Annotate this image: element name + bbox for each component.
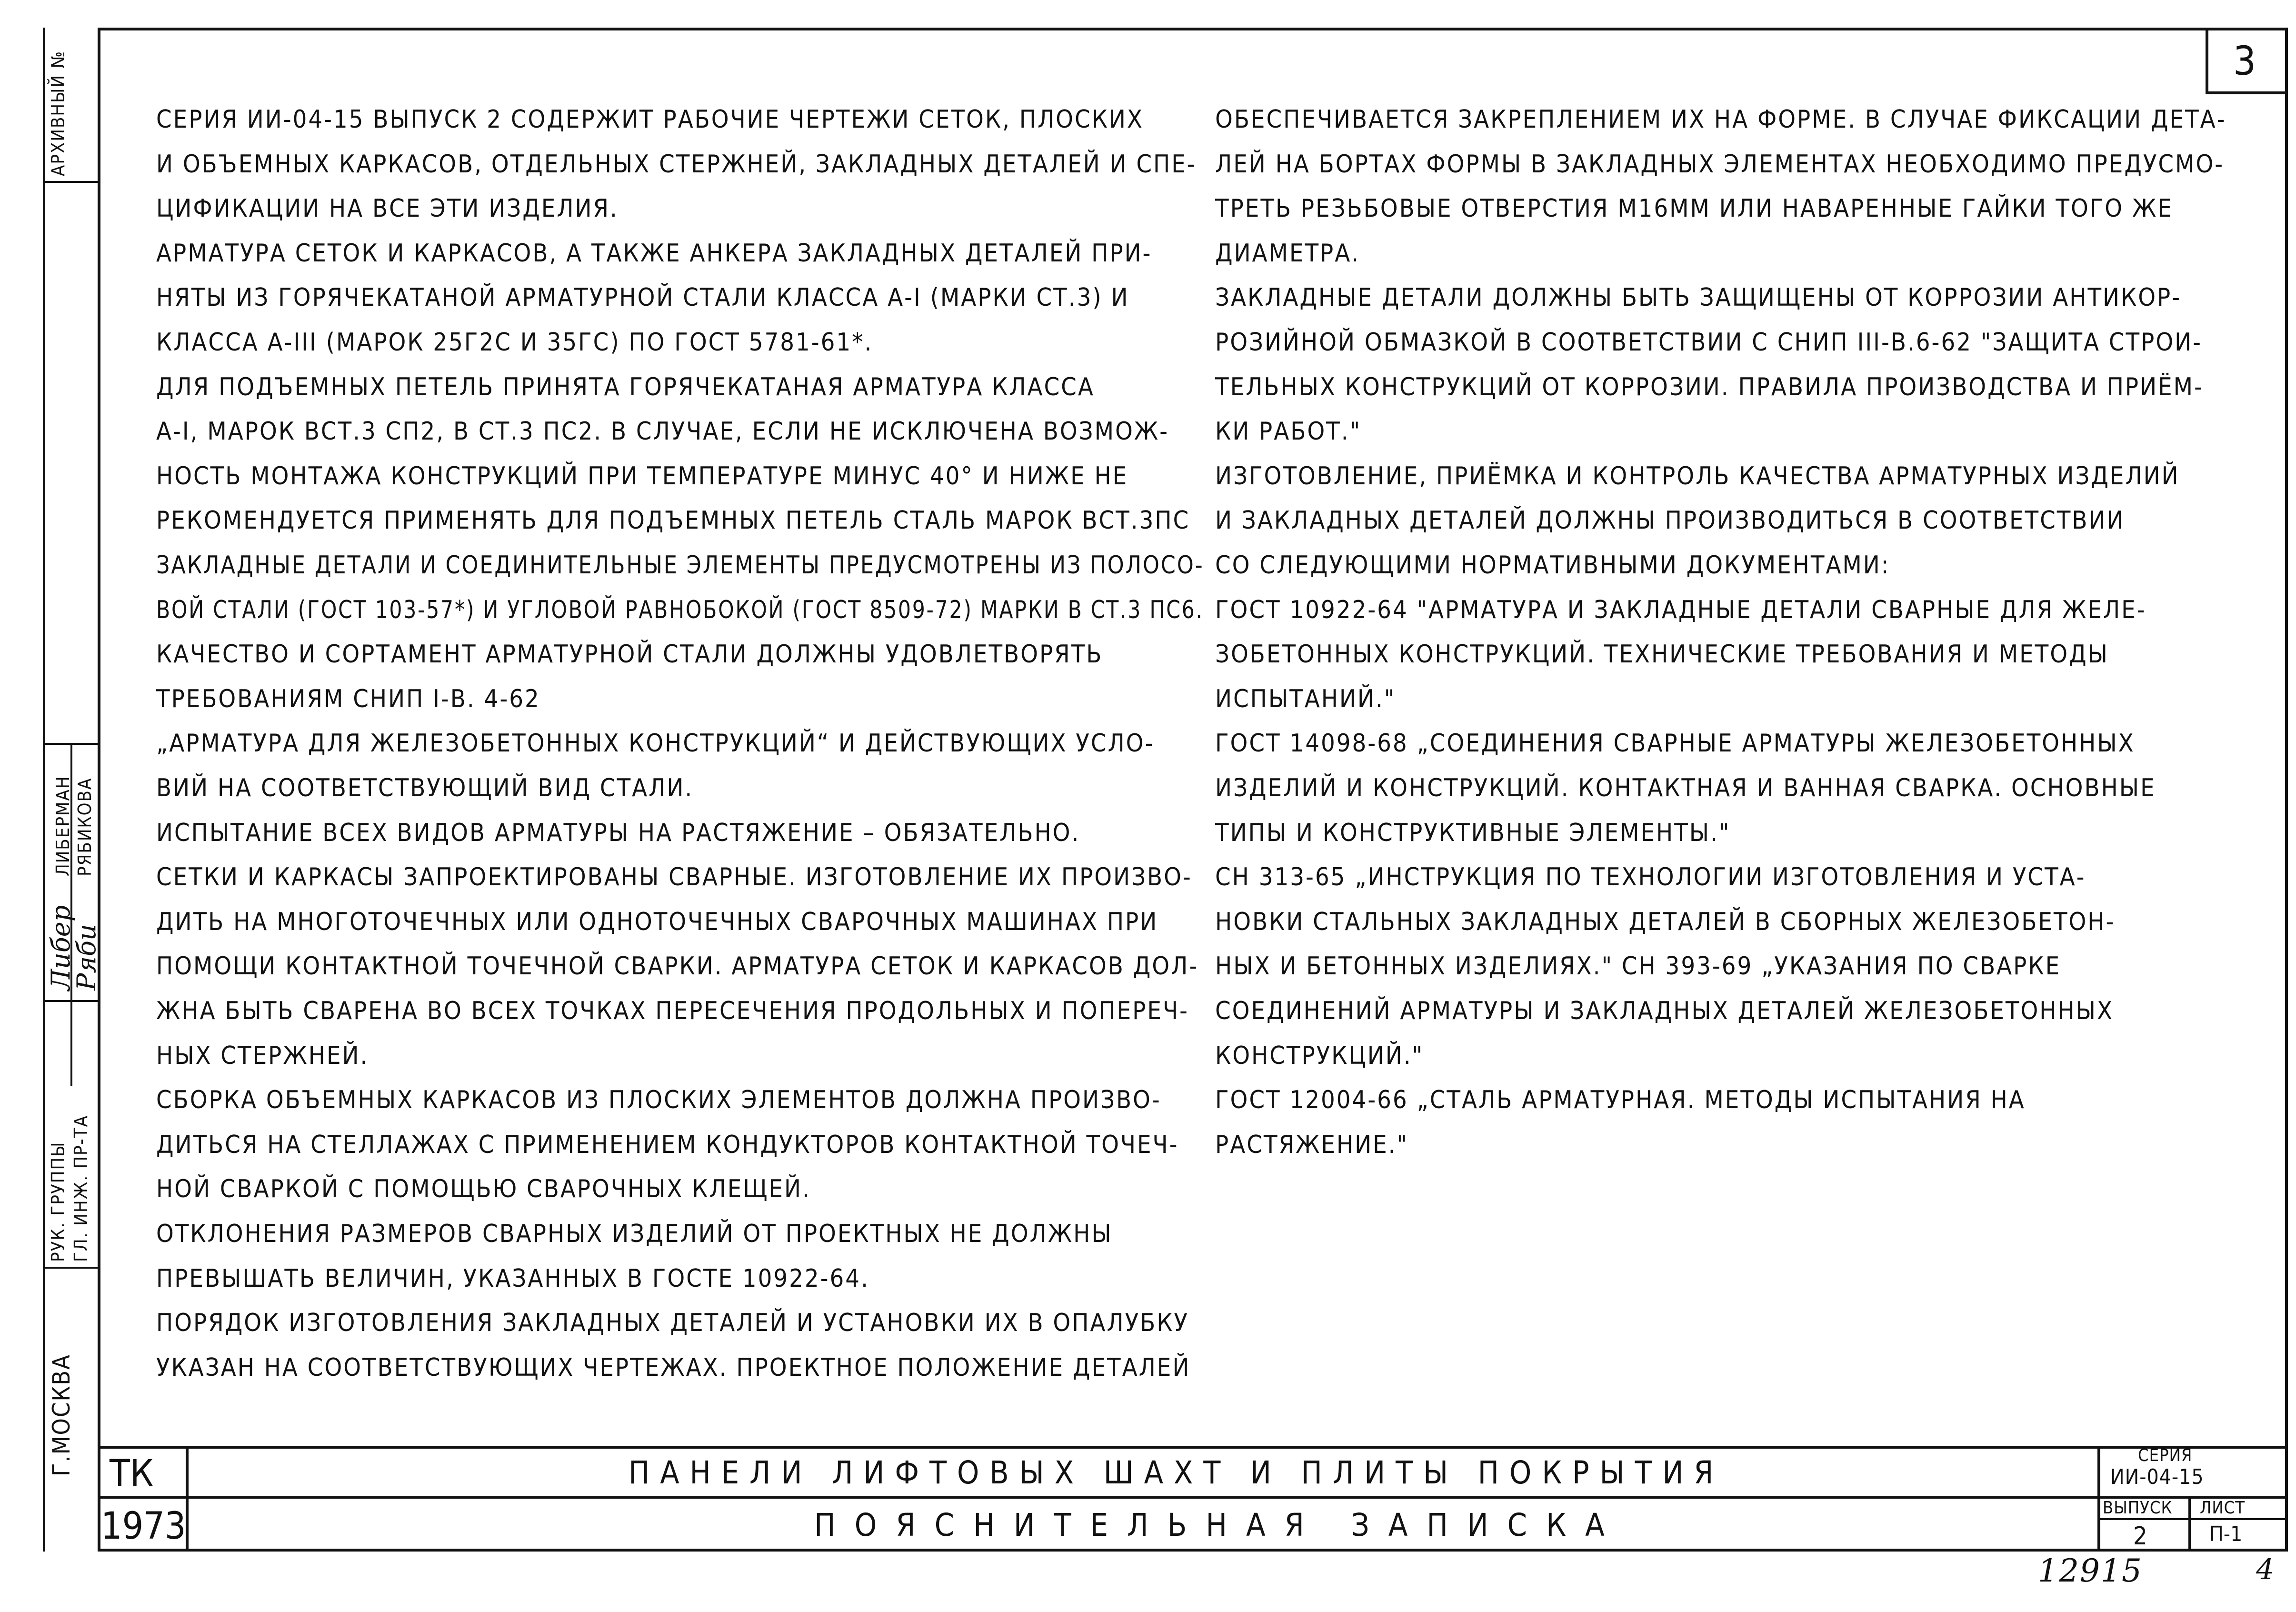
text-line: СЕРИЯ ИИ-04-15 ВЫПУСК 2 СОДЕРЖИТ РАБОЧИЕ ЧЕРТЕЖИ СЕТОК, ПЛОСКИХ: [156, 105, 1144, 134]
title-block-org-divider: [186, 1446, 189, 1552]
text-line: КАЧЕСТВО И СОРТАМЕНТ АРМАТУРНОЙ СТАЛИ ДОЛЖНЫ УДОВЛЕТВОРЯТЬ: [156, 640, 1103, 669]
text-line: УКАЗАН НА СООТВЕТСТВУЮЩИХ ЧЕРТЕЖАХ. ПРОЕКТНОЕ ПОЛОЖЕНИЕ ДЕТАЛЕЙ: [156, 1353, 1191, 1382]
text-line: „АРМАТУРА ДЛЯ ЖЕЛЕЗОБЕТОННЫХ КОНСТРУКЦИЙ“ И ДЕЙСТВУЮЩИХ УСЛО-: [156, 729, 1155, 758]
organization-code: ТК: [110, 1452, 154, 1495]
text-line: НОВКИ СТАЛЬНЫХ ЗАКЛАДНЫХ ДЕТАЛЕЙ В СБОРНЫХ ЖЕЛЕЗОБЕТОН-: [1215, 907, 2116, 936]
margin-signature-divider-mid: [43, 1000, 100, 1002]
sheet-title: ПОЯСНИТЕЛЬНАЯ ЗАПИСКА: [814, 1507, 1624, 1543]
text-line: ОТКЛОНЕНИЯ РАЗМЕРОВ СВАРНЫХ ИЗДЕЛИЙ ОТ ПРОЕКТНЫХ НЕ ДОЛЖНЫ: [156, 1220, 1113, 1248]
text-line: СОЕДИНЕНИЙ АРМАТУРЫ И ЗАКЛАДНЫХ ДЕТАЛЕЙ ЖЕЛЕЗОБЕТОННЫХ: [1215, 997, 2114, 1025]
title-block-middle-line: [98, 1496, 2288, 1499]
text-line: ДЛЯ ПОДЪЕМНЫХ ПЕТЕЛЬ ПРИНЯТА ГОРЯЧЕКАТАНАЯ АРМАТУРА КЛАССА: [156, 372, 1095, 401]
text-line: ГОСТ 14098-68 „СОЕДИНЕНИЯ СВАРНЫЕ АРМАТУРЫ ЖЕЛЕЗОБЕТОННЫХ: [1215, 729, 2135, 758]
text-line: ПРЕВЫШАТЬ ВЕЛИЧИН, УКАЗАННЫХ В ГОСТЕ 10922-64.: [156, 1264, 869, 1293]
text-line: ГОСТ 12004-66 „СТАЛЬ АРМАТУРНАЯ. МЕТОДЫ ИСПЫТАНИЯ НА: [1215, 1086, 2026, 1115]
margin-role-1: РУК. ГРУППЫ: [48, 1141, 69, 1262]
drawing-year: 1973: [101, 1505, 186, 1548]
text-line: И ОБЪЕМНЫХ КАРКАСОВ, ОТДЕЛЬНЫХ СТЕРЖНЕЙ, ЗАКЛАДНЫХ ДЕТАЛЕЙ И СПЕ-: [156, 150, 1197, 179]
text-line: НЫХ СТЕРЖНЕЙ.: [156, 1041, 369, 1070]
text-line: РЕКОМЕНДУЕТСЯ ПРИМЕНЯТЬ ДЛЯ ПОДЪЕМНЫХ ПЕТЕЛЬ СТАЛЬ МАРОК ВСТ.3ПС: [156, 506, 1190, 535]
text-line: НОСТЬ МОНТАЖА КОНСТРУКЦИЙ ПРИ ТЕМПЕРАТУРЕ МИНУС 40° И НИЖЕ НЕ: [156, 461, 1128, 491]
text-line: ЛЕЙ НА БОРТАХ ФОРМЫ В ЗАКЛАДНЫХ ЭЛЕМЕНТАХ НЕОБХОДИМО ПРЕДУСМО-: [1215, 150, 2225, 179]
page-mark: 4: [2256, 1553, 2276, 1586]
text-line: ЗОБЕТОННЫХ КОНСТРУКЦИЙ. ТЕХНИЧЕСКИЕ ТРЕБОВАНИЯ И МЕТОДЫ: [1215, 640, 2109, 669]
text-line: СО СЛЕДУЮЩИМИ НОРМАТИВНЫМИ ДОКУМЕНТАМИ:: [1215, 551, 1890, 580]
text-line: ВИЙ НА СООТВЕТСТВУЮЩИЙ ВИД СТАЛИ.: [156, 774, 694, 802]
frame-top-border: [98, 28, 2288, 30]
text-line: ИСПЫТАНИЙ.": [1215, 684, 1396, 713]
margin-name-2: ЛИБЕРМАН: [52, 775, 73, 876]
text-line: СЕТКИ И КАРКАСЫ ЗАПРОЕКТИРОВАНЫ СВАРНЫЕ. ИЗГОТОВЛЕНИЕ ИХ ПРОИЗВО-: [156, 863, 1192, 892]
title-block-series-divider: [2097, 1446, 2100, 1552]
text-line: ИСПЫТАНИЕ ВСЕХ ВИДОВ АРМАТУРЫ НА РАСТЯЖЕНИЕ – ОБЯЗАТЕЛЬНО.: [156, 818, 1080, 847]
series-value: ИИ-04-15: [2110, 1465, 2204, 1489]
text-line: ЗАКЛАДНЫЕ ДЕТАЛИ ДОЛЖНЫ БЫТЬ ЗАЩИЩЕНЫ ОТ КОРРОЗИИ АНТИКОР-: [1215, 283, 2182, 312]
frame-right-border: [2285, 28, 2288, 1552]
sheet-number-box-left: [2206, 28, 2208, 94]
frame-left-border: [98, 28, 100, 1552]
text-line: ПОРЯДОК ИЗГОТОВЛЕНИЯ ЗАКЛАДНЫХ ДЕТАЛЕЙ И УСТАНОВКИ ИХ В ОПАЛУБКУ: [156, 1309, 1189, 1338]
series-label: СЕРИЯ: [2138, 1446, 2193, 1465]
margin-signature-divider-bottom: [43, 1267, 100, 1269]
margin-name-1: РЯБИКОВА: [74, 777, 95, 876]
title-block-top-line: [98, 1446, 2288, 1449]
text-line: ВОЙ СТАЛИ (ГОСТ 103-57*) И УГЛОВОЙ РАВНОБОКОЙ (ГОСТ 8509-72) МАРКИ В СТ.3 ПС6.: [156, 595, 1204, 624]
text-line: А-I, МАРОК ВСТ.3 СП2, В СТ.3 ПС2. В СЛУЧАЕ, ЕСЛИ НЕ ИСКЛЮЧЕНА ВОЗМОЖ-: [156, 417, 1169, 446]
title-block-series-underline: [2097, 1518, 2288, 1520]
text-line: И ЗАКЛАДНЫХ ДЕТАЛЕЙ ДОЛЖНЫ ПРОИЗВОДИТЬСЯ В СООТВЕТСТВИИ: [1215, 506, 2125, 535]
margin-signature-2: Либер: [46, 905, 76, 991]
text-line: НОЙ СВАРКОЙ С ПОМОЩЬЮ СВАРОЧНЫХ КЛЕЩЕЙ.: [156, 1175, 811, 1204]
text-line: ТЕЛЬНЫХ КОНСТРУКЦИЙ ОТ КОРРОЗИИ. ПРАВИЛА ПРОИЗВОДСТВА И ПРИЁМ-: [1215, 372, 2204, 401]
sheet-value: П-1: [2209, 1522, 2243, 1546]
text-line: ЖНА БЫТЬ СВАРЕНА ВО ВСЕХ ТОЧКАХ ПЕРЕСЕЧЕНИЯ ПРОДОЛЬНЫХ И ПОПЕРЕЧ-: [156, 997, 1189, 1025]
text-line: ДИТЬ НА МНОГОТОЧЕЧНЫХ ИЛИ ОДНОТОЧЕЧНЫХ СВАРОЧНЫХ МАШИНАХ ПРИ: [156, 907, 1158, 936]
margin-signature-1: Ряби: [71, 924, 101, 991]
margin-signature-divider-top: [43, 743, 100, 745]
text-line: ТИПЫ И КОНСТРУКТИВНЫЕ ЭЛЕМЕНТЫ.": [1215, 818, 1731, 847]
text-line: ПОМОЩИ КОНТАКТНОЙ ТОЧЕЧНОЙ СВАРКИ. АРМАТУРА СЕТОК И КАРКАСОВ ДОЛ-: [156, 952, 1199, 981]
text-line: НЫХ И БЕТОННЫХ ИЗДЕЛИЯХ." СН 393-69 „УКАЗАНИЯ ПО СВАРКЕ: [1215, 952, 2061, 981]
text-line: КОНСТРУКЦИЙ.": [1215, 1041, 1424, 1070]
sheet-number-box-bottom: [2206, 91, 2288, 94]
text-line: СБОРКА ОБЪЕМНЫХ КАРКАСОВ ИЗ ПЛОСКИХ ЭЛЕМЕНТОВ ДОЛЖНА ПРОИЗВО-: [156, 1086, 1161, 1115]
margin-strip-outer-line: [43, 28, 45, 1552]
text-line: ИЗДЕЛИЙ И КОНСТРУКЦИЙ. КОНТАКТНАЯ И ВАННАЯ СВАРКА. ОСНОВНЫЕ: [1215, 774, 2156, 802]
text-line: НЯТЫ ИЗ ГОРЯЧЕКАТАНОЙ АРМАТУРНОЙ СТАЛИ КЛАССА А-I (МАРКИ СТ.3) И: [156, 283, 1129, 312]
project-title: ПАНЕЛИ ЛИФТОВЫХ ШАХТ И ПЛИТЫ ПОКРЫТИЯ: [629, 1454, 1724, 1491]
text-line: СН 313-65 „ИНСТРУКЦИЯ ПО ТЕХНОЛОГИИ ИЗГОТОВЛЕНИЯ И УСТА-: [1215, 863, 2086, 892]
text-line: АРМАТУРА СЕТОК И КАРКАСОВ, А ТАКЖЕ АНКЕРА ЗАКЛАДНЫХ ДЕТАЛЕЙ ПРИ-: [156, 239, 1152, 268]
text-line: ТРЕБОВАНИЯМ СНИП I-В. 4-62: [156, 684, 540, 713]
text-line: КЛАССА А-III (МАРОК 25Г2С И 35ГС) ПО ГОСТ 5781-61*.: [156, 328, 873, 357]
text-line: ИЗГОТОВЛЕНИЕ, ПРИЁМКА И КОНТРОЛЬ КАЧЕСТВА АРМАТУРНЫХ ИЗДЕЛИЙ: [1215, 461, 2180, 491]
sheet-label: ЛИСТ: [2200, 1498, 2245, 1518]
issue-value: 2: [2133, 1522, 2147, 1551]
archive-number-label: АРХИВНЫЙ №: [48, 50, 69, 176]
text-line: РАСТЯЖЕНИЕ.": [1215, 1130, 1408, 1159]
text-line: ЦИФИКАЦИИ НА ВСЕ ЭТИ ИЗДЕЛИЯ.: [156, 194, 619, 223]
text-line: ДИАМЕТРА.: [1215, 239, 1360, 268]
text-line: ДИТЬСЯ НА СТЕЛЛАЖАХ С ПРИМЕНЕНИЕМ КОНДУКТОРОВ КОНТАКТНОЙ ТОЧЕЧ-: [156, 1130, 1179, 1159]
margin-archive-divider: [43, 181, 100, 183]
text-line: ОБЕСПЕЧИВАЕТСЯ ЗАКРЕПЛЕНИЕМ ИХ НА ФОРМЕ. В СЛУЧАЕ ФИКСАЦИИ ДЕТА-: [1215, 105, 2226, 134]
frame-bottom-border: [98, 1549, 2288, 1552]
text-line: ЗАКЛАДНЫЕ ДЕТАЛИ И СОЕДИНИТЕЛЬНЫЕ ЭЛЕМЕНТЫ ПРЕДУСМОТРЕНЫ ИЗ ПОЛОСО-: [156, 551, 1204, 580]
text-line: РОЗИЙНОЙ ОБМАЗКОЙ В СООТВЕТСТВИИ С СНИП III-В.6-62 "ЗАЩИТА СТРОИ-: [1215, 328, 2203, 357]
title-block-sheet-divider: [2188, 1496, 2191, 1552]
text-line: КИ РАБОТ.": [1215, 417, 1362, 446]
issue-label: ВЫПУСК: [2103, 1498, 2173, 1518]
margin-city: Г.МОСКВА: [48, 1354, 75, 1476]
inventory-number: 12915: [2038, 1552, 2143, 1589]
text-line: ГОСТ 10922-64 "АРМАТУРА И ЗАКЛАДНЫЕ ДЕТАЛИ СВАРНЫЕ ДЛЯ ЖЕЛЕ-: [1215, 595, 2146, 624]
sheet-number: 3: [2233, 38, 2256, 84]
margin-role-2: ГЛ. ИНЖ. ПР-ТА: [70, 1114, 91, 1262]
text-line: ТРЕТЬ РЕЗЬБОВЫЕ ОТВЕРСТИЯ М16ММ ИЛИ НАВАРЕННЫЕ ГАЙКИ ТОГО ЖЕ: [1215, 194, 2173, 223]
